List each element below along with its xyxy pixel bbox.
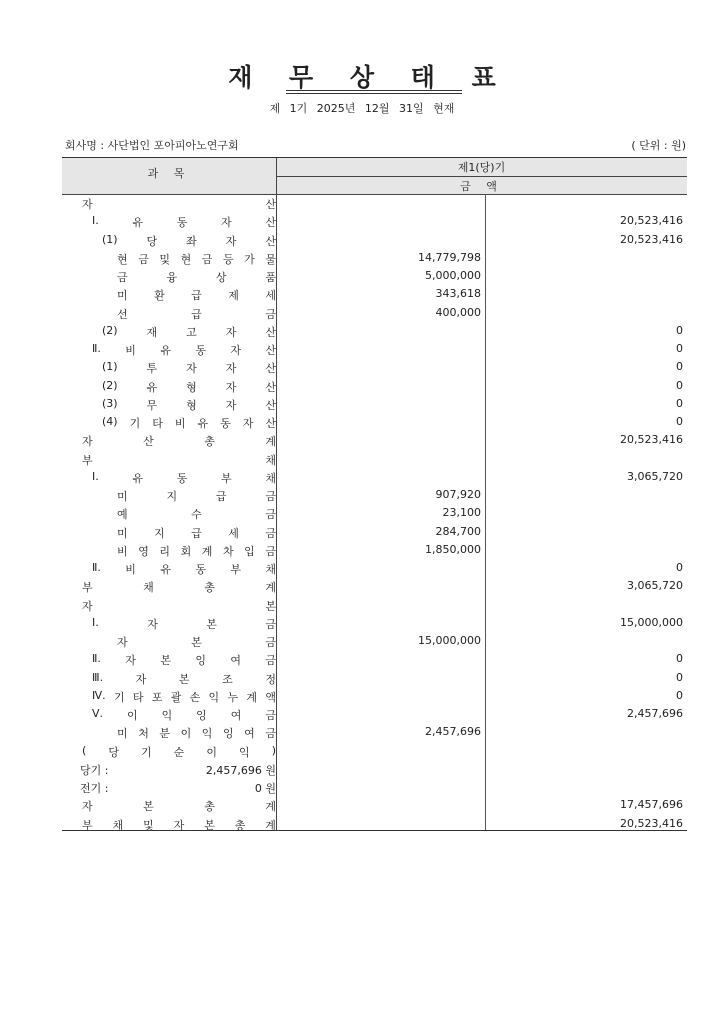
row-detail-amount: 907,920 <box>435 488 481 501</box>
row-label: Ⅰ. 자 본 금 <box>92 615 276 631</box>
row-label: Ⅱ. 비 유 동 자 산 <box>92 342 276 357</box>
row-detail-amount: 1,850,000 <box>425 542 481 556</box>
row-label: 자 본 <box>82 599 276 613</box>
table-row <box>62 541 687 559</box>
row-label: (1) 투 자 자 산 <box>102 360 276 376</box>
row-label: 현 금 및 현 금 등 가 물 <box>117 252 276 266</box>
row-detail-amount: 15,000,000 <box>418 634 481 647</box>
table-row <box>62 340 687 358</box>
header-period: 제1(당)기 <box>457 161 506 174</box>
row-total-amount: 20,523,416 <box>620 214 683 228</box>
row-label: 전기 : <box>80 782 109 795</box>
balance-sheet-table <box>62 157 687 831</box>
row-label: 금 융 상 품 <box>117 271 276 284</box>
row-total-amount: 0 <box>676 378 683 392</box>
row-label: 자 본 총 계 <box>82 800 276 814</box>
row-total-amount: 15,000,000 <box>620 615 683 629</box>
row-label: (2) 재 고 자 산 <box>102 323 276 339</box>
row-total-amount: 17,457,696 <box>620 798 683 812</box>
row-total-amount: 2,457,696 <box>627 707 683 720</box>
row-label: Ⅱ. 자 본 잉 여 금 <box>92 652 276 668</box>
table-row <box>62 450 687 468</box>
row-label: 미 지 급 세 금 <box>117 526 276 540</box>
table-body <box>62 194 687 833</box>
row-label: 자 산 총 계 <box>82 435 276 449</box>
row-label: (1) 당 좌 자 산 <box>102 232 276 248</box>
row-total-amount: 20,523,416 <box>620 433 683 447</box>
table-row <box>62 632 687 650</box>
table-row <box>62 285 687 303</box>
row-total-amount: 3,065,720 <box>627 579 683 593</box>
header-amount: 금 액 <box>460 180 503 193</box>
row-label: (4) 기 타 비 유 동 자 산 <box>102 415 276 430</box>
row-label: 미 지 급 금 <box>117 490 276 503</box>
row-total-amount: 0 <box>676 652 683 666</box>
row-label: 비 영 리 회 계 차 입 금 <box>117 544 276 558</box>
table-row <box>62 778 687 796</box>
table-row <box>62 431 687 449</box>
report-date: 제 1기 2025년 12월 31일 현재 <box>269 102 455 115</box>
row-label: (2) 유 형 자 산 <box>102 378 276 394</box>
table-row <box>62 395 687 413</box>
row-label: 자 본 금 <box>117 636 276 649</box>
table-row <box>62 413 687 431</box>
row-total-amount: 20,523,416 <box>620 816 683 830</box>
row-label: 부 채 <box>82 453 276 467</box>
row-label: ( 당 기 순 이 익 ) <box>82 743 276 759</box>
row-inline-amount: 0 원 <box>254 782 276 795</box>
table-row <box>62 304 687 322</box>
row-label: Ⅴ. 이 익 잉 여 금 <box>92 707 276 722</box>
table-row <box>62 249 687 267</box>
row-detail-amount: 5,000,000 <box>425 269 481 282</box>
row-detail-amount: 400,000 <box>435 305 481 319</box>
row-total-amount: 0 <box>676 670 683 684</box>
table-row <box>62 650 687 668</box>
table-row <box>62 559 687 577</box>
table-row <box>62 723 687 741</box>
row-label: 미 처 분 이 익 잉 여 금 <box>117 727 276 741</box>
table-row <box>62 231 687 249</box>
table-row <box>62 504 687 522</box>
row-total-amount: 0 <box>676 342 683 355</box>
table-row <box>62 377 687 395</box>
table-row <box>62 523 687 541</box>
row-label: Ⅱ. 비 유 동 부 채 <box>92 561 276 576</box>
row-label: 자 산 <box>82 198 276 211</box>
row-total-amount: 0 <box>676 561 683 574</box>
unit-label: ( 단위 : 원) <box>631 139 686 152</box>
document-title: 재 무 상 태 표 <box>228 63 510 92</box>
row-label: (3) 무 형 자 산 <box>102 396 276 412</box>
row-total-amount: 3,065,720 <box>627 469 683 483</box>
table-row <box>62 267 687 285</box>
row-total-amount: 0 <box>676 360 683 374</box>
company-name: 회사명 : 사단법인 포아피아노연구회 <box>65 139 239 152</box>
title-underline-double <box>286 93 462 94</box>
table-row <box>62 760 687 778</box>
table-row <box>62 322 687 340</box>
row-total-amount: 20,523,416 <box>620 232 683 246</box>
row-label: Ⅲ. 자 본 조 정 <box>92 670 276 686</box>
table-row <box>62 705 687 723</box>
table-row <box>62 742 687 760</box>
title-underline <box>286 90 462 91</box>
row-total-amount: 0 <box>676 323 683 337</box>
table-row <box>62 614 687 632</box>
header-divider <box>276 176 687 177</box>
table-row <box>62 669 687 687</box>
row-label: 부 채 및 자 본 총 계 <box>82 818 276 832</box>
table-row <box>62 596 687 614</box>
row-detail-amount: 14,779,798 <box>418 250 481 264</box>
table-row <box>62 486 687 504</box>
row-label: 부 채 총 계 <box>82 581 276 595</box>
row-inline-amount: 2,457,696 원 <box>205 763 276 777</box>
table-row <box>62 358 687 376</box>
header-subject: 과 목 <box>147 167 191 180</box>
row-label: 예 수 금 <box>117 508 276 522</box>
row-label: 당기 : <box>80 763 109 777</box>
row-detail-amount: 2,457,696 <box>425 725 481 739</box>
table-row <box>62 468 687 486</box>
row-label: Ⅰ. 유 동 자 산 <box>92 214 276 230</box>
table-row <box>62 687 687 705</box>
row-label: Ⅳ. 기 타 포 괄 손 익 누 계 액 <box>92 688 276 704</box>
table-row <box>62 212 687 230</box>
row-detail-amount: 23,100 <box>442 506 481 520</box>
table-row <box>62 194 687 212</box>
row-total-amount: 0 <box>676 396 683 410</box>
row-detail-amount: 343,618 <box>435 287 481 301</box>
table-row <box>62 577 687 595</box>
table-row <box>62 796 687 814</box>
table-row <box>62 815 687 833</box>
row-total-amount: 0 <box>676 415 683 428</box>
row-label: 선 급 금 <box>117 307 276 321</box>
row-label: 미 환 급 제 세 <box>117 289 276 303</box>
row-detail-amount: 284,700 <box>435 524 481 538</box>
row-total-amount: 0 <box>676 688 683 702</box>
row-label: Ⅰ. 유 동 부 채 <box>92 469 276 485</box>
